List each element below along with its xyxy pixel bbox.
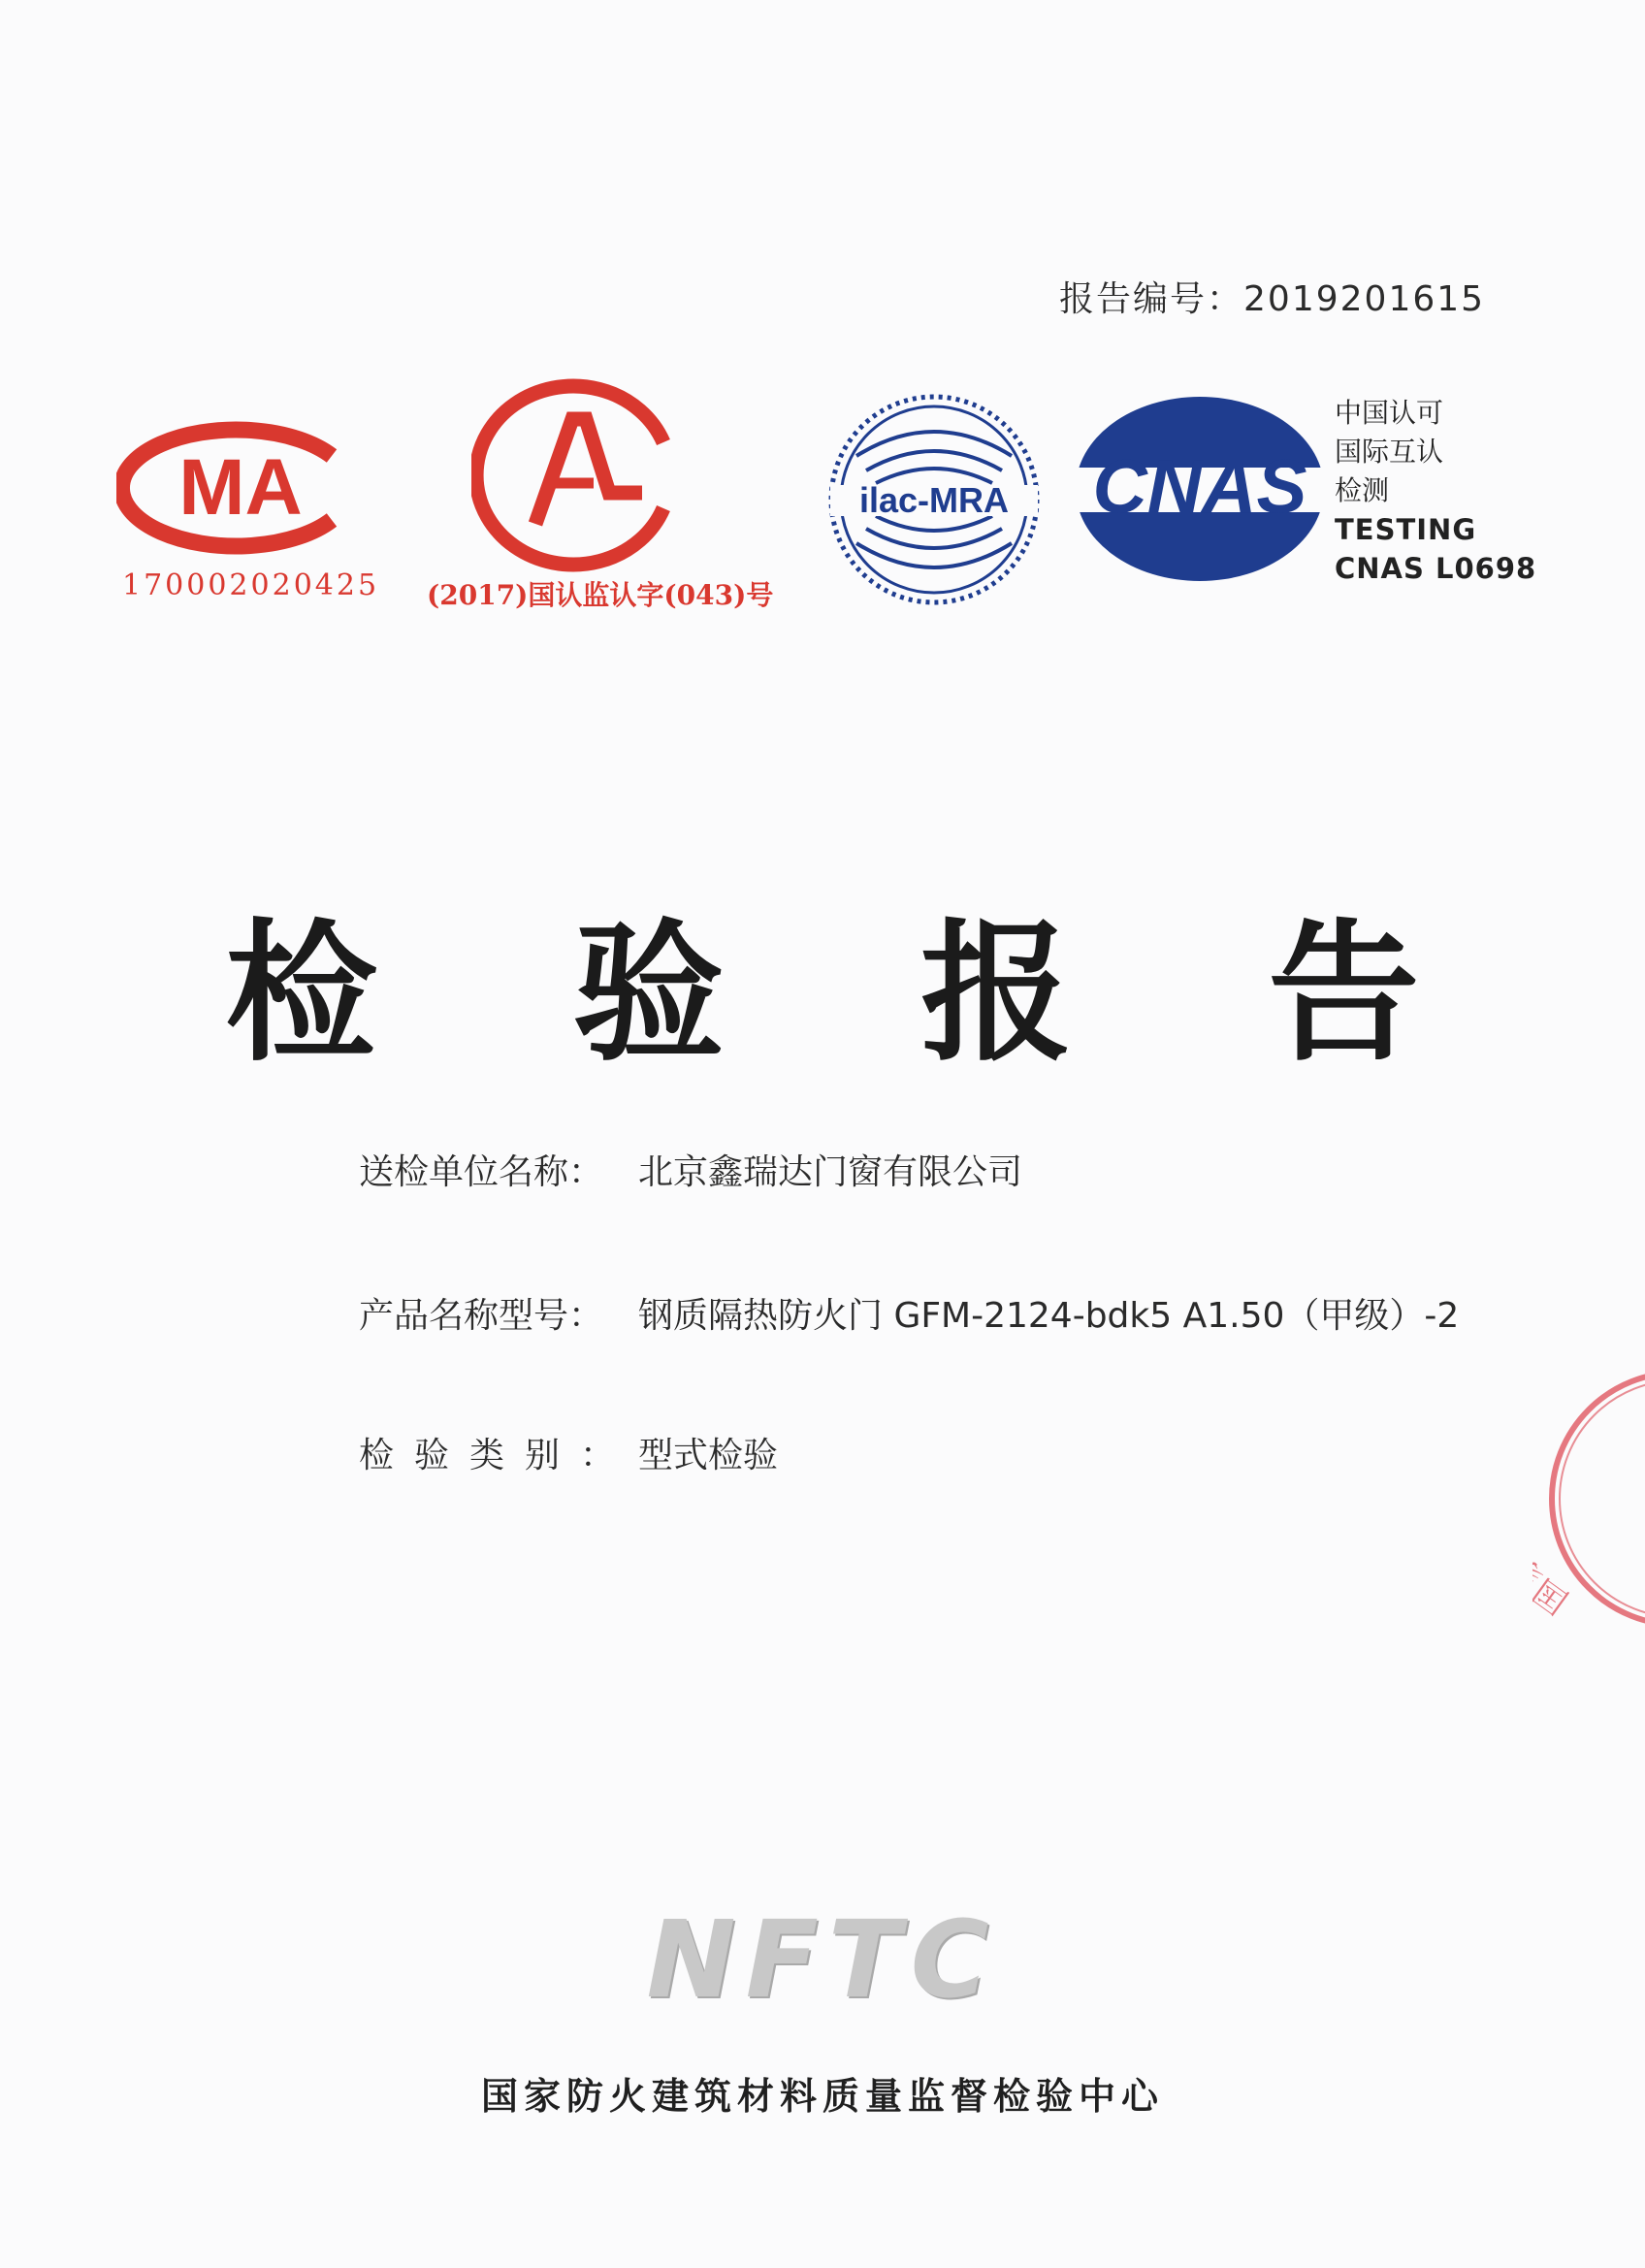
- cma-mark-icon: [116, 415, 369, 561]
- cnas-line: 国际互认: [1335, 436, 1444, 468]
- cal-mark-icon: [471, 378, 685, 572]
- field-submitting-unit: [359, 1145, 1022, 1194]
- svg-text:MA: MA: [178, 443, 303, 532]
- field-label: 送检单位名称：: [359, 1152, 604, 1192]
- report-number-label: 报告编号：: [1059, 279, 1244, 319]
- report-number-value: 2019201615: [1243, 279, 1486, 319]
- cnas-mark-icon: [1071, 394, 1329, 584]
- cma-code: 170002020425: [122, 568, 380, 602]
- official-seal-icon: [1532, 1353, 1645, 1644]
- cnas-accreditation-text: [1335, 394, 1538, 588]
- cnas-line: 中国认可: [1335, 397, 1444, 429]
- ilac-mra-icon: [822, 388, 1046, 611]
- cnas-line: 检测: [1335, 474, 1390, 506]
- report-number: [1059, 272, 1485, 321]
- svg-text:CNAS: CNAS: [1092, 443, 1307, 529]
- field-value: 北京鑫瑞达门窗有限公司: [638, 1152, 1023, 1192]
- cnas-line: CNAS L0698: [1335, 552, 1537, 585]
- field-product-model: [359, 1288, 1459, 1338]
- cal-code: (2017)国认监认字(043)号: [427, 579, 774, 611]
- document-title: 检 验 报 告: [225, 904, 1492, 1082]
- field-inspection-type: [359, 1428, 778, 1477]
- cnas-line: TESTING: [1335, 513, 1477, 546]
- nftc-logo: NFTC: [646, 1897, 999, 2022]
- field-label: 产品名称型号：: [359, 1296, 604, 1336]
- field-value: 钢质隔热防火门 GFM-2124-bdk5 A1.50（甲级）-2: [638, 1296, 1460, 1336]
- field-label: 检验类别：: [359, 1436, 636, 1475]
- issuing-organization: 国家防火建筑材料质量监督检验中心: [480, 2075, 1164, 2118]
- svg-text:ilac-MRA: ilac-MRA: [858, 480, 1010, 520]
- field-value: 型式检验: [638, 1436, 779, 1475]
